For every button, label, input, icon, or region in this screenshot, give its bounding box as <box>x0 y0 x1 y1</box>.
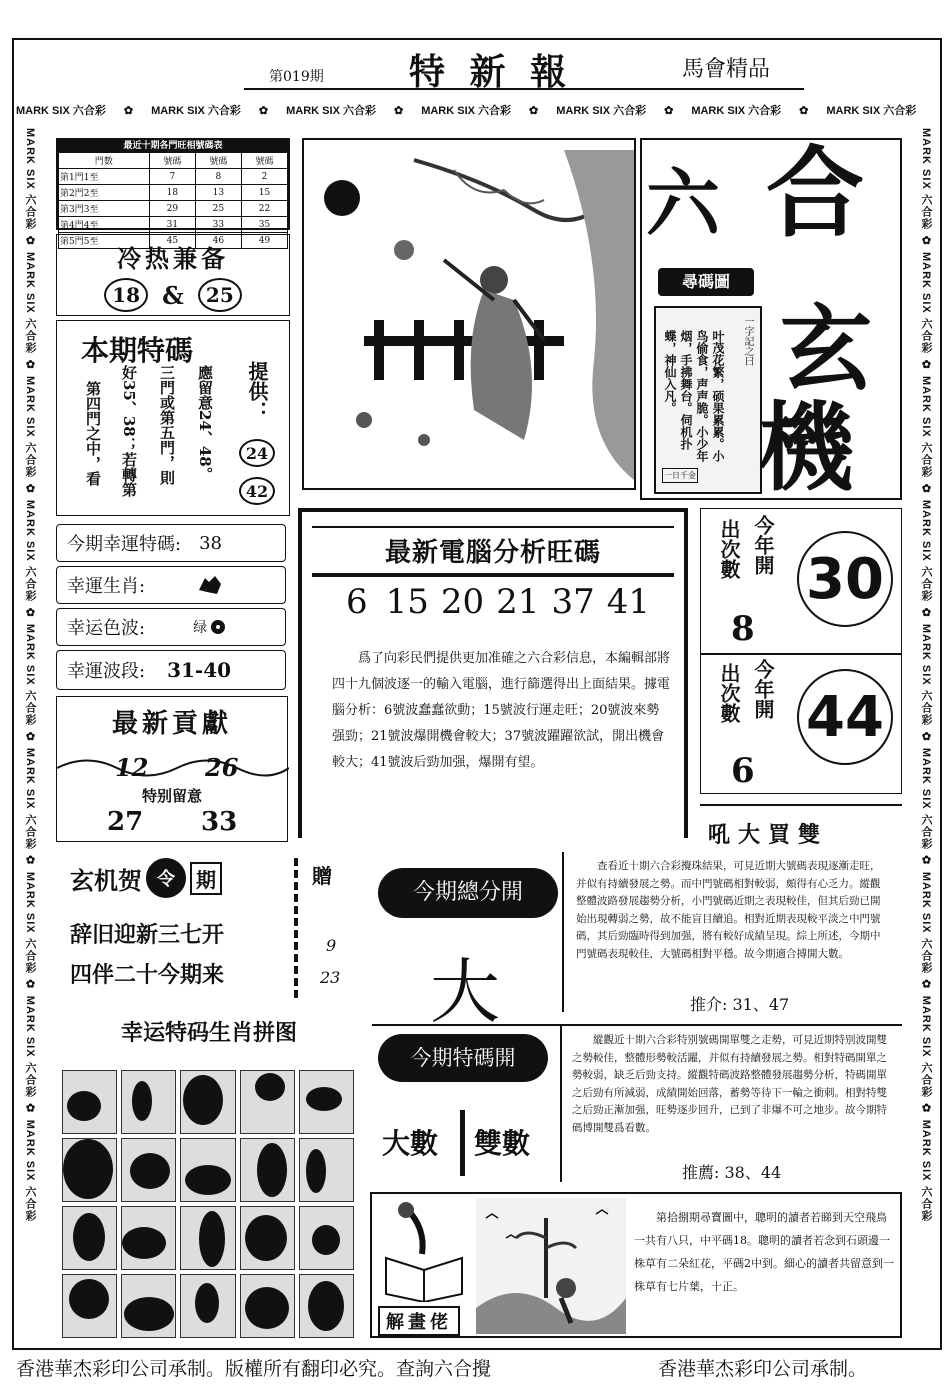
puzzle-piece <box>62 1138 117 1202</box>
seal-stamp: 一日千金 <box>662 468 698 483</box>
marquee-text: MARK SIX 六合彩 <box>920 499 932 602</box>
poem-title: 一字記之曰 <box>742 316 753 366</box>
total-pill: 今期總分開 <box>378 868 558 918</box>
table-header: 號碼 <box>241 153 287 169</box>
computer-numbers <box>346 582 650 622</box>
footer-left: 香港華杰彩印公司承制。版權所有翻印必究。查詢六合攪 <box>16 1358 492 1380</box>
total-recommend: 推介: 31、47 <box>690 995 790 1014</box>
treasure-badge: 尋碼圖 <box>658 268 754 296</box>
liuhe-char: 玄 <box>780 295 873 403</box>
special-code-box <box>56 320 290 516</box>
puzzle-piece <box>62 1274 117 1338</box>
top-marquee <box>16 100 936 120</box>
marquee-text: MARK SIX 六合彩 <box>691 105 782 117</box>
header-underline <box>244 88 804 90</box>
stats-number: 30 <box>797 531 893 627</box>
table-cell: 22 <box>241 201 287 217</box>
xuanji-title <box>70 858 222 898</box>
lucky-color-row <box>56 608 286 646</box>
stats-label: 今年開 <box>751 515 775 575</box>
lucky-range-label: 幸運波段: <box>67 661 146 682</box>
contribution-number: 27 <box>107 807 144 837</box>
table-cell: 13 <box>195 185 241 201</box>
puzzle-piece <box>240 1274 295 1338</box>
special-open-word: 大數 <box>382 1127 439 1160</box>
contribution-number: 12 <box>115 753 149 782</box>
marquee-text: MARK SIX 六合彩 <box>24 995 36 1098</box>
liuhe-char: 六 <box>646 161 720 247</box>
special-open-word: 雙數 <box>474 1127 531 1160</box>
computer-number: 21 <box>496 582 540 622</box>
xuanji-side-number: 23 <box>320 968 341 987</box>
stats-label: 出次數 <box>717 663 741 723</box>
dashed-divider <box>294 858 298 998</box>
puzzle-piece <box>299 1138 354 1202</box>
left-marquee: MARK SIX 六合彩 ✿ MARK SIX 六合彩 ✿ MARK SIX 六合彩 ✿ MARK SIX 六合彩 ✿ MARK SIX 六合彩 ✿ MARK SIX 六合彩 ✿ MARK SIX 六合彩 ✿ MARK SIX 六合彩 ✿ MARK SIX 六合彩 <box>24 128 36 1222</box>
scholar-illustration <box>304 140 634 488</box>
puzzle-piece <box>180 1138 235 1202</box>
computer-number: 20 <box>440 582 485 622</box>
computer-number: 37 <box>551 582 595 622</box>
provide-number: 42 <box>239 477 275 505</box>
illustration-frame <box>302 138 636 490</box>
special-open-box-divider <box>560 1026 562 1182</box>
marquee-text: MARK SIX 六合彩 <box>24 623 36 726</box>
table-row <box>59 169 288 185</box>
marquee-text: MARK SIX 六合彩 <box>24 375 36 478</box>
table-cell: 8 <box>195 169 241 185</box>
lucky-range-row <box>56 650 286 690</box>
marquee-text: MARK SIX 六合彩 <box>920 871 932 974</box>
puzzle-grid <box>62 1070 354 1338</box>
marquee-text: MARK SIX 六合彩 <box>24 128 36 230</box>
liuhe-char: 機 <box>758 391 854 504</box>
contribution-number: 33 <box>201 807 238 837</box>
flower-icon: ✿ <box>664 104 674 117</box>
marquee-text: MARK SIX 六合彩 <box>556 105 647 117</box>
table-cell: 第2門2至 <box>59 185 150 201</box>
stats-label: 出次數 <box>717 519 741 579</box>
buy-box <box>700 804 902 850</box>
landscape-illustration <box>476 1198 626 1334</box>
table-title: 最近十期各門旺相號碼表 <box>58 140 288 152</box>
marquee-text: MARK SIX 六合彩 <box>151 105 241 117</box>
comic-label: 解畫佬 <box>378 1306 460 1336</box>
special-open-pill: 今期特碼開 <box>378 1034 548 1082</box>
table-cell: 第5門5至 <box>59 233 150 249</box>
table-cell: 第3門3至 <box>59 201 150 217</box>
flower-icon: ✿ <box>393 104 404 117</box>
table-cell: 46 <box>195 233 241 249</box>
contribution-note: 特别留意 <box>141 787 202 805</box>
puzzle-piece <box>121 1070 176 1134</box>
table-cell: 29 <box>149 201 195 217</box>
contribution-box <box>56 696 288 842</box>
contribution-number: 26 <box>205 753 239 782</box>
puzzle-piece <box>121 1206 176 1270</box>
table-cell: 15 <box>241 185 287 201</box>
puzzle-piece <box>240 1206 295 1270</box>
marquee-text: MARK SIX 六合彩 <box>826 105 917 117</box>
puzzle-piece <box>121 1138 176 1202</box>
footer-right: 香港華杰彩印公司承制。 <box>658 1358 868 1380</box>
stats-box-2 <box>700 654 902 794</box>
right-marquee: MARK SIX 六合彩 ✿ MARK SIX 六合彩 ✿ MARK SIX 六合彩 ✿ MARK SIX 六合彩 ✿ MARK SIX 六合彩 ✿ MARK SIX 六合彩 ✿ MARK SIX 六合彩 ✿ MARK SIX 六合彩 ✿ MARK SIX 六合彩 <box>920 128 932 1222</box>
table-cell: 7 <box>149 169 195 185</box>
special-col: 好35、38；若轉第 <box>120 365 138 497</box>
table-row <box>59 185 288 201</box>
table-cell: 25 <box>195 201 241 217</box>
book-illustration <box>376 1198 472 1302</box>
footer <box>12 1350 942 1384</box>
special-col: 應留意24、48。 <box>196 365 214 482</box>
puzzle-piece <box>180 1070 235 1134</box>
marquee-text: MARK SIX 六合彩 <box>421 105 512 117</box>
special-col: 三門或第五門，則 <box>158 365 176 485</box>
marquee-text: MARK SIX 六合彩 <box>24 499 36 602</box>
buy-title: 吼大買雙 <box>708 822 829 848</box>
marquee-text: MARK SIX 六合彩 <box>920 375 932 478</box>
flower-icon: ✿ <box>799 104 809 117</box>
puzzle-title: 幸运特码生肖拼图 <box>120 1021 297 1046</box>
marquee-text: MARK SIX 六合彩 <box>920 1119 932 1222</box>
table-cell: 18 <box>149 185 195 201</box>
computer-number: 6 <box>346 582 368 622</box>
puzzle-piece <box>62 1206 117 1270</box>
marquee-text: MARK SIX 六合彩 <box>920 623 932 726</box>
puzzle-piece <box>299 1274 354 1338</box>
flower-icon: ✿ <box>258 104 269 117</box>
special-code-title: 本期特碼 <box>81 334 194 367</box>
xuanji-title-badge: 期 <box>190 862 222 895</box>
comic-box <box>370 1192 902 1338</box>
cold-hot-number: 25 <box>198 278 242 312</box>
puzzle-piece <box>240 1070 295 1134</box>
lucky-code-label: 今期幸運特碼: <box>67 534 182 555</box>
special-open <box>372 1024 902 1184</box>
provide-label: 提供： <box>245 361 269 421</box>
special-col: 第四門之中，看 <box>84 381 102 486</box>
xuanji-line: 辞旧迎新三七开 <box>70 922 225 948</box>
lucky-zodiac-row <box>56 566 286 604</box>
table-header-row <box>59 153 288 169</box>
newspaper-subtitle: 馬會精品 <box>682 57 771 82</box>
contribution-title: 最新貢獻 <box>111 709 232 739</box>
cold-hot-box <box>56 234 290 316</box>
table-header: 號碼 <box>149 153 195 169</box>
liuhe-panel <box>640 136 902 504</box>
xuanji-side-char: 贈 <box>312 864 332 888</box>
lucky-code-row <box>56 524 286 562</box>
total-value: 大 <box>430 951 500 1033</box>
computer-text: 爲了向彩民們提供更加准確之六合彩信息，本編輯部將四十九個波逐一的輸入電腦，進行篩選得出上面結果。據電腦分析：6號波蠢蠢欲動；15號波行運走旺；20號波來勢强勁；21號波爆開機會較大；37號波躍躍欲試，開出機會較大；41號波后勁加强，爆開有望。 <box>332 651 671 770</box>
xuanji-title-text: 玄机贺 <box>70 865 142 895</box>
stats-number: 44 <box>797 669 893 765</box>
stats-box-1 <box>700 508 902 654</box>
poem-text: 叶茂花繁，硕果累累。小鸟偷食，声声脆。小少年烟，手拂舞台。伺机扑蝶，神仙入凡。 <box>663 330 725 462</box>
flower-icon: ✿ <box>123 104 134 117</box>
table-row <box>59 201 288 217</box>
total-divider <box>562 852 564 1012</box>
cold-hot-number: 18 <box>104 278 148 312</box>
lucky-zodiac-label: 幸運生肖: <box>67 576 146 597</box>
stats-label: 今年開 <box>751 659 775 719</box>
puzzle-piece <box>299 1070 354 1134</box>
lucky-color-label: 幸运色波: <box>67 618 146 639</box>
marquee-text: MARK SIX 六合彩 <box>920 995 932 1098</box>
marquee-text: MARK SIX 六合彩 <box>920 747 932 850</box>
poem-scroll <box>654 306 762 494</box>
table-header: 號碼 <box>195 153 241 169</box>
marquee-text: MARK SIX 六合彩 <box>24 871 36 974</box>
table-row <box>59 217 288 233</box>
marquee-text: MARK SIX 六合彩 <box>286 105 376 117</box>
table-cell: 31 <box>149 217 195 233</box>
marquee-text: MARK SIX 六合彩 <box>920 128 932 230</box>
wave-decoration <box>57 753 289 783</box>
color-ball-icon <box>211 620 225 634</box>
hot-numbers-table <box>56 138 290 247</box>
xuanji-side-number: 9 <box>326 936 337 955</box>
puzzle-piece <box>240 1138 295 1202</box>
lucky-code-value: 38 <box>199 532 222 554</box>
puzzle-piece <box>121 1274 176 1338</box>
table-cell: 49 <box>241 233 287 249</box>
special-open-divider <box>460 1110 465 1176</box>
provide-number: 24 <box>239 439 275 467</box>
xuanji-box <box>56 852 366 1002</box>
lucky-range-value: 31-40 <box>167 658 232 682</box>
computer-title: 最新電腦分析旺碼 <box>312 526 674 577</box>
cold-hot-title: 冷热兼备 <box>117 244 229 273</box>
puzzle-piece <box>299 1206 354 1270</box>
special-open-recommend: 推薦: 38、44 <box>682 1163 782 1182</box>
puzzle-piece <box>180 1206 235 1270</box>
cold-hot-numbers <box>57 278 289 312</box>
marquee-text: MARK SIX 六合彩 <box>24 1119 36 1222</box>
total-open <box>372 852 902 1033</box>
liuhe-char: 合 <box>766 136 865 251</box>
puzzle-box <box>56 1012 362 1342</box>
header <box>14 40 940 92</box>
stats-count: 8 <box>731 609 755 649</box>
table-cell: 2 <box>241 169 287 185</box>
lucky-color-value: 绿 <box>193 620 208 636</box>
stats-count: 6 <box>731 751 755 791</box>
computer-number: 41 <box>606 582 650 622</box>
table-cell: 33 <box>195 217 241 233</box>
xuanji-line: 四伴二十今期来 <box>70 962 225 988</box>
puzzle-piece <box>180 1274 235 1338</box>
flower-icon: ✿ <box>529 104 539 117</box>
table-header: 門數 <box>59 153 150 169</box>
newspaper-title: 特 新 報 <box>409 51 573 93</box>
special-open-text: 縱觀近十期六合彩特别號碼開單雙之走勢，可見近期特别波開雙之勢較佳，整體形勢較活躍，并似有持續發展之勢。相對特碼開單之勢較弱，缺乏后勁支持。縱觀特碼波路整體發展趨勢分析，特碼開單之后勁有所減弱，成績開始回落，蓄勢等待下一輪之衝刺。相對特雙之后勁正漸加强，旺勢逐步回升，已到了非爆不可之地步。故今期特碼博開雙爲看數。 <box>572 1034 887 1134</box>
table-cell: 45 <box>149 233 195 249</box>
issue-number: 第019期 <box>269 69 324 85</box>
table-cell: 第1門1至 <box>59 169 150 185</box>
comic-text: 第拾捌期尋寶圖中，聰明的讀者若睇到天空飛鳥一共有八只，中平碼18。聰明的讀者若念到石頭邊一株草有二朵紅花，平碼2中到。細心的讀者共留意到一株草有七片葉，十正。 <box>634 1211 894 1293</box>
zodiac-icon <box>195 572 225 598</box>
marquee-text: MARK SIX 六合彩 <box>24 251 36 354</box>
total-text: 查看近十期六合彩攪珠結果，可見近期大號碼表現逐漸走旺，并似有持續發展之勢。而中門號碼相對較弱，頗得有心乏力。縱觀整體波路發展趨勢分析，小門號碼近期之表現較佳，但其后勁已開始出現轉弱之勢，故不能盲目續追。相對近期表現較平淡之中門號碼，其后勁臨時得到加强，將有較好成績呈現。綜上所述，今期中門號碼表現較佳，大號碼相對平穩。故今期適合搏開大數。 <box>576 860 881 960</box>
computer-analysis <box>298 508 688 838</box>
marquee-text: MARK SIX 六合彩 <box>16 105 106 117</box>
table-cell: 第4門4至 <box>59 217 150 233</box>
table-cell: 35 <box>241 217 287 233</box>
ampersand: & <box>162 280 184 310</box>
marquee-text: MARK SIX 六合彩 <box>24 747 36 850</box>
computer-number: 15 <box>385 582 429 622</box>
puzzle-piece <box>62 1070 117 1134</box>
marquee-text: MARK SIX 六合彩 <box>920 251 932 354</box>
xuanji-title-badge: 令 <box>146 858 186 898</box>
